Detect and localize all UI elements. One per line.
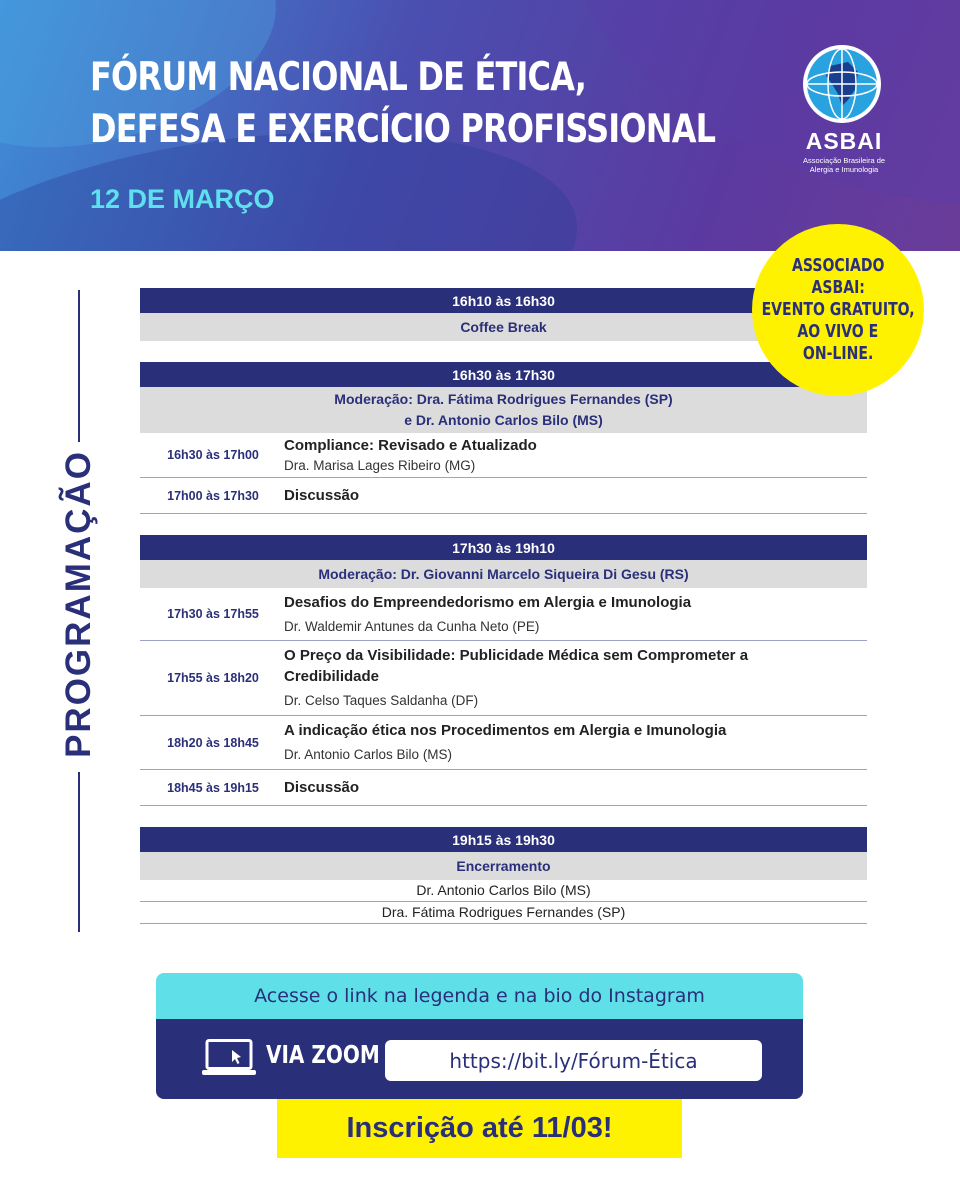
laptop-icon: [202, 1039, 256, 1077]
item-time: 17h00 às 17h30: [167, 488, 259, 503]
schedule-item: [140, 478, 867, 514]
moderation-bar: Moderação: Dr. Giovanni Marcelo Siqueira Di Gesu (RS): [140, 560, 867, 588]
item-content: [284, 588, 863, 640]
badge-line: ASBAI:: [811, 277, 865, 298]
session-time-bar: 16h30 às 17h30: [140, 362, 867, 387]
event-title-line2: DEFESA E EXERCÍCIO PROFISSIONAL: [90, 107, 716, 152]
item-time: 17h30 às 17h55: [167, 607, 259, 621]
schedule-item: [140, 770, 867, 806]
header-banner: [0, 0, 960, 251]
item-speaker: Dr. Celso Taques Saldanha (DF): [284, 693, 479, 708]
schedule-item: [140, 641, 867, 716]
event-title: [90, 52, 715, 156]
side-divider: [78, 772, 80, 932]
item-title: Discussão: [284, 779, 360, 796]
session-title-bar: Coffee Break: [140, 313, 867, 341]
logo-name: ASBAI: [805, 128, 883, 154]
schedule-item: [140, 433, 867, 478]
registration-deadline: Inscrição até 11/03!: [277, 1099, 682, 1158]
registration-link[interactable]: https://bit.ly/Fórum-Ética: [385, 1040, 762, 1081]
badge-line: EVENTO GRATUITO,: [761, 299, 915, 320]
item-title: A indicação ética nos Procedimentos em Alergia e Imunologia: [284, 722, 727, 739]
badge-line: AO VIVO E: [797, 321, 879, 342]
session-time-bar: 16h10 às 16h30: [140, 288, 867, 313]
item-speaker: Dr. Antonio Carlos Bilo (MS): [284, 747, 453, 762]
side-divider: [78, 290, 80, 442]
item-time: 18h20 às 18h45: [167, 735, 259, 750]
event-title-line1: FÓRUM NACIONAL DE ÉTICA,: [90, 55, 587, 100]
item-time: 18h45 às 19h15: [167, 780, 259, 795]
schedule-item: [140, 588, 867, 641]
closing-speaker: Dr. Antonio Carlos Bilo (MS): [140, 880, 867, 902]
logo-subtitle-line1: Associação Brasileira de: [802, 156, 886, 165]
item-time: 16h30 às 17h00: [167, 448, 259, 462]
item-content: [284, 770, 863, 805]
item-title: Desafios do Empreendedorismo em Alergia e Imunologia: [284, 593, 692, 611]
item-title-continued: Credibilidade: [284, 668, 380, 685]
session-title-bar: Encerramento: [140, 852, 867, 880]
item-time: 17h55 às 18h20: [167, 671, 259, 685]
zoom-panel: [156, 1019, 803, 1099]
item-content: [284, 641, 863, 715]
access-instructions: Acesse o link na legenda e na bio do Instagram: [156, 973, 803, 1019]
program-side-label: PROGRAMAÇÃO: [59, 450, 98, 758]
event-date: 12 DE MARÇO: [90, 184, 275, 214]
logo-subtitle: [796, 156, 892, 174]
badge-line: ON-LINE.: [802, 343, 874, 364]
item-title: Discussão: [284, 487, 360, 504]
item-content: [284, 433, 863, 477]
moderation-line: Moderação: Dra. Fátima Rodrigues Fernandes (SP): [334, 391, 673, 407]
via-zoom-label: VIA ZOOM: [266, 1040, 380, 1069]
item-content: [284, 478, 863, 513]
item-title: O Preço da Visibilidade: Publicidade Médica sem Comprometer a: [284, 647, 749, 664]
schedule-item: [140, 716, 867, 770]
item-content: [284, 716, 863, 769]
item-speaker: Dr. Waldemir Antunes da Cunha Neto (PE): [284, 618, 540, 634]
item-title: Compliance: Revisado e Atualizado: [284, 436, 537, 454]
free-event-badge: [752, 224, 924, 396]
session-time-bar: 17h30 às 19h10: [140, 535, 867, 560]
session-time-bar: 19h15 às 19h30: [140, 827, 867, 852]
closing-speaker: Dra. Fátima Rodrigues Fernandes (SP): [140, 902, 867, 924]
badge-line: ASSOCIADO: [791, 255, 885, 276]
globe-logo-icon: [802, 44, 882, 124]
moderation-bar: [140, 387, 867, 433]
logo-subtitle-line2: Alergia e Imunologia: [809, 165, 879, 174]
item-speaker: Dra. Marisa Lages Ribeiro (MG): [284, 457, 476, 473]
moderation-line: e Dr. Antonio Carlos Bilo (MS): [404, 412, 603, 428]
